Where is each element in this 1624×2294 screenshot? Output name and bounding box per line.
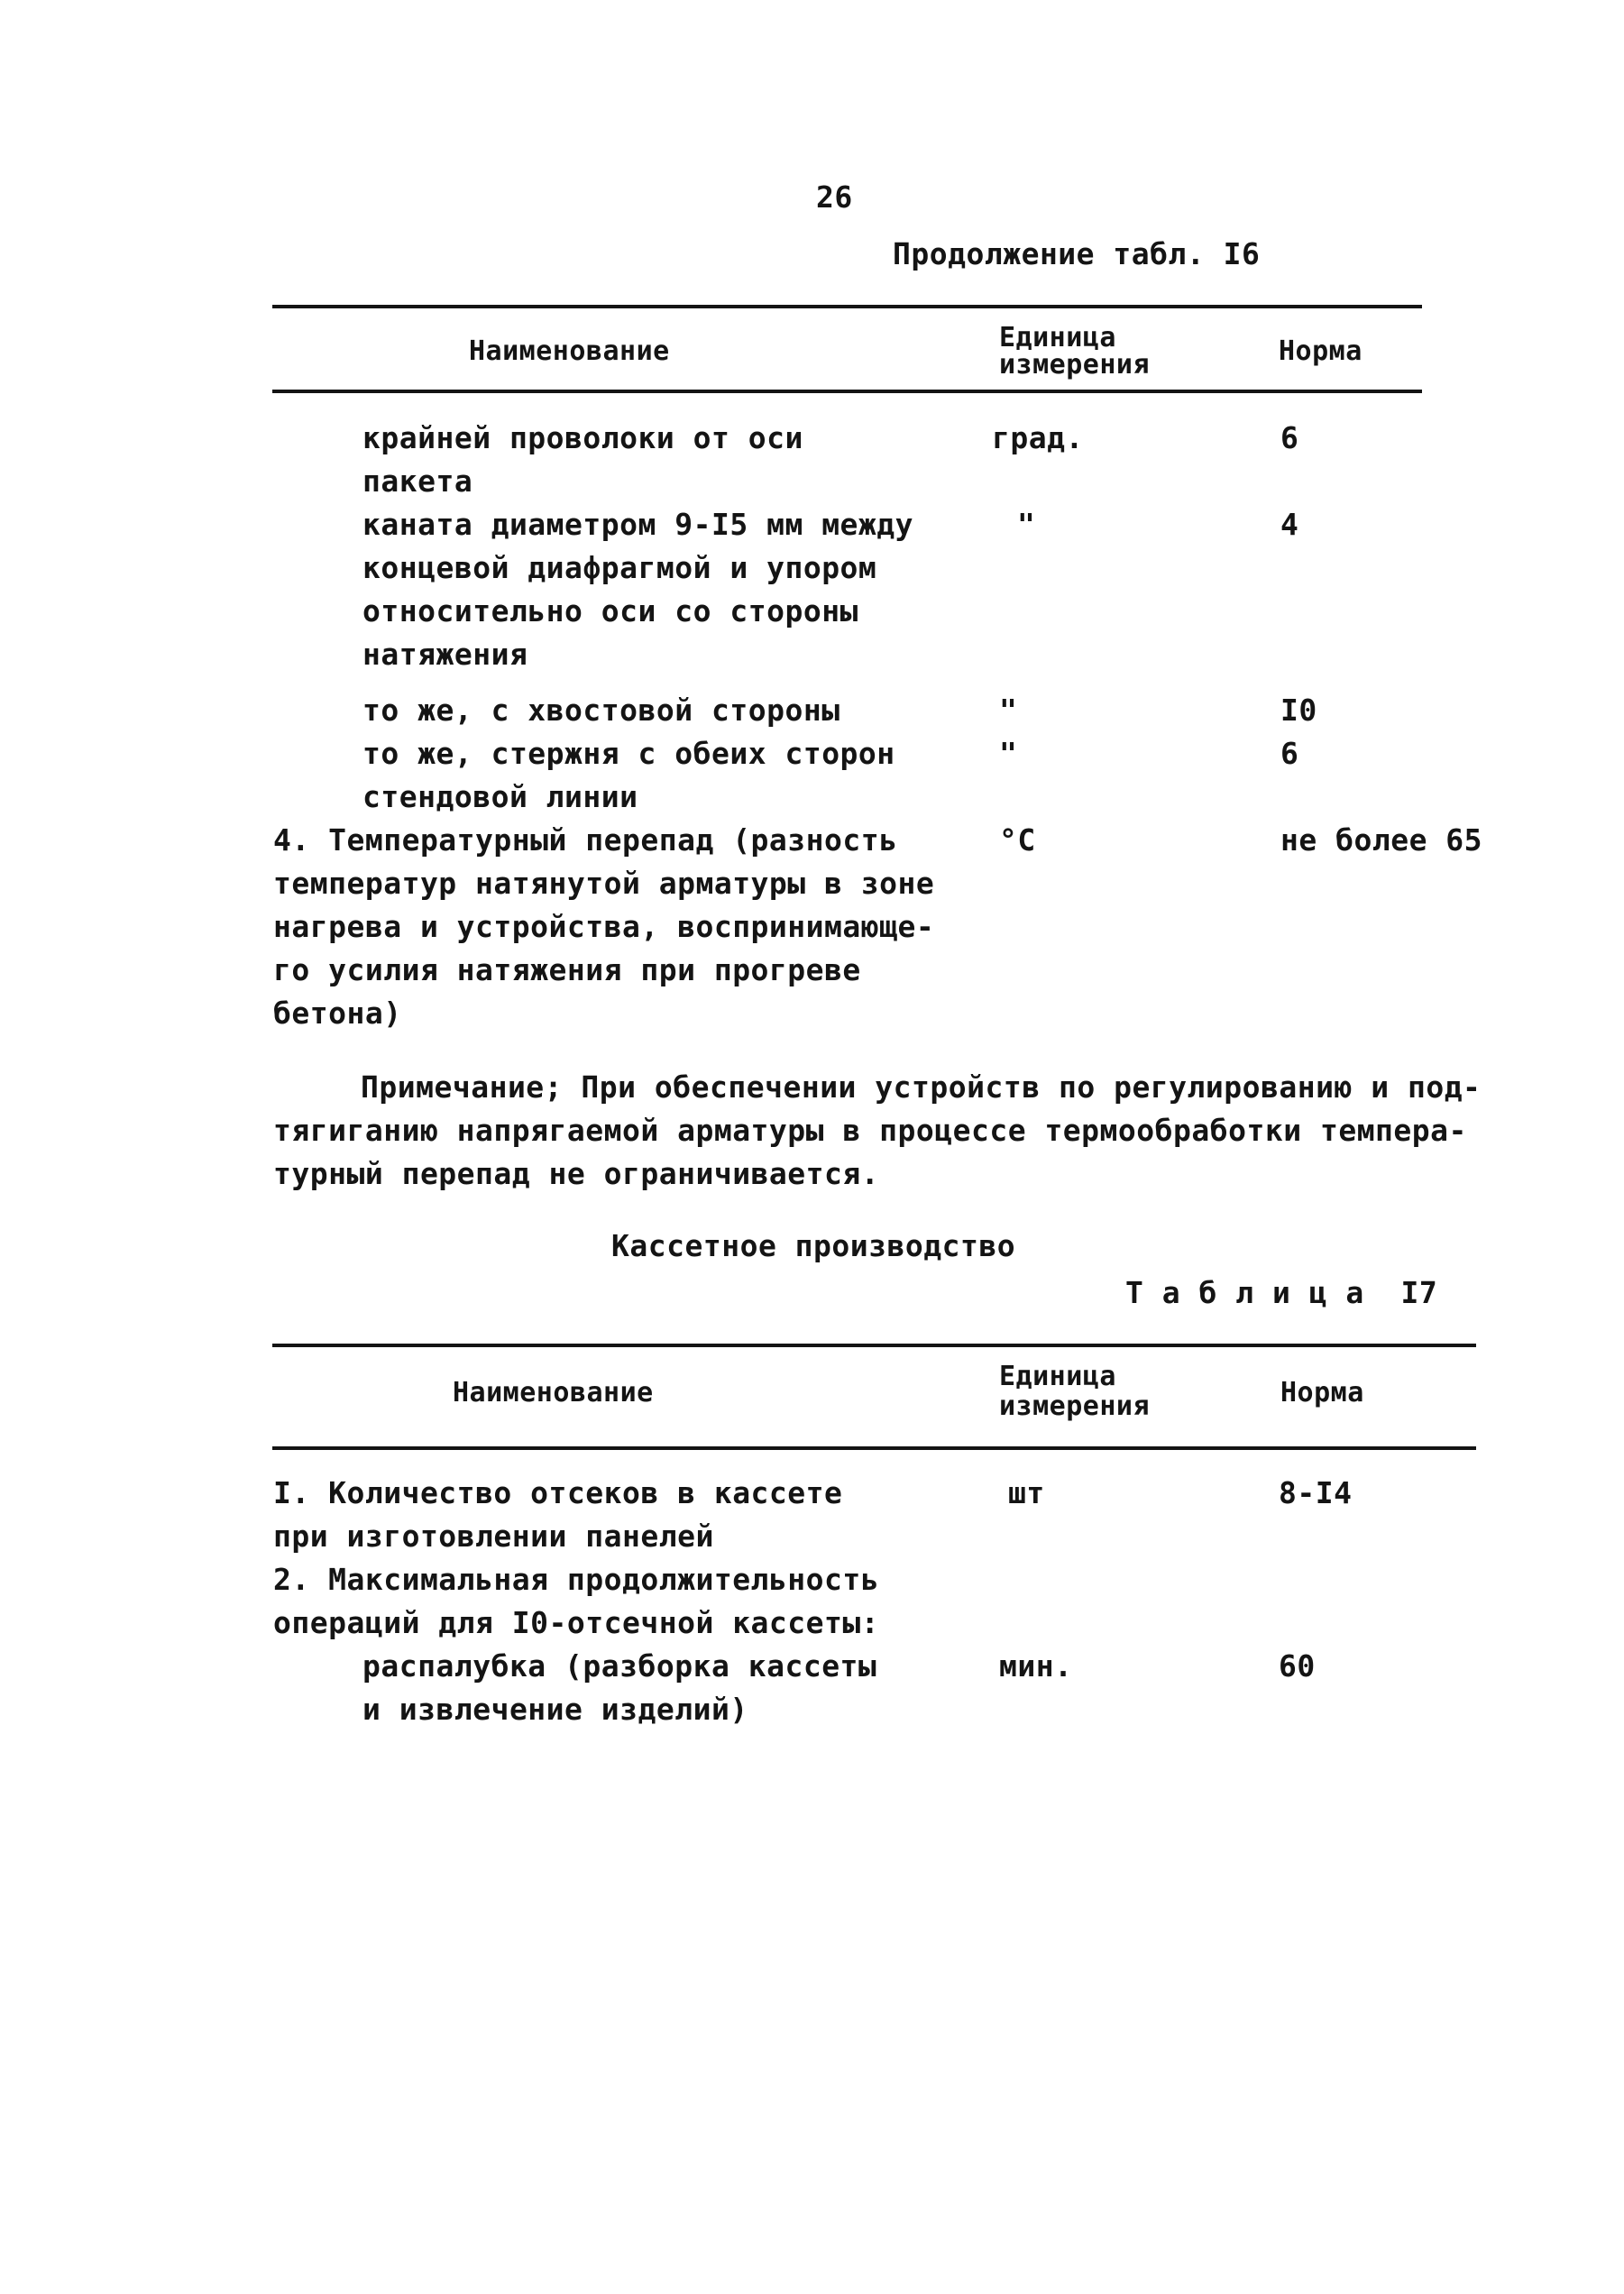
table17-header-norm: Норма [1280, 1377, 1364, 1409]
table17-row3-name-line1: распалубка (разборка кассеты [362, 1648, 877, 1684]
table16-header-name: Наименование [469, 335, 670, 367]
table16-row4-norm: 6 [1280, 736, 1299, 771]
table16-header-unit-line1: Единица [999, 322, 1116, 353]
table17-row1-unit: шт [1008, 1475, 1045, 1510]
table16-row5-name-line3: нагрева и устройства, воспринимающе- [273, 909, 935, 944]
table16-top-rule [272, 305, 1422, 308]
note-line3: турный перепад не ограничивается. [273, 1156, 880, 1191]
note-line1: Примечание; При обеспечении устройств по регулированию и под- [361, 1069, 1482, 1105]
table16-header-norm: Норма [1279, 335, 1363, 367]
table16-row3-name-line1: то же, с хвостовой стороны [362, 693, 840, 728]
table17-row3-norm: 60 [1279, 1648, 1316, 1684]
table17-row1-norm: 8-I4 [1279, 1475, 1353, 1510]
table-continuation-label: Продолжение табл. I6 [893, 236, 1261, 271]
table17-row1-name-line1: I. Количество отсеков в кассете [273, 1475, 843, 1510]
table16-row5-name-line4: го усилия натяжения при прогреве [273, 952, 861, 987]
table16-row2-name-line3: относительно оси со стороны [362, 593, 858, 629]
table16-header-rule [272, 390, 1422, 393]
table16-row1-norm: 6 [1280, 420, 1299, 455]
table16-row2-name-line2: концевой диафрагмой и упором [362, 550, 877, 585]
table17-row1-name-line2: при изготовлении панелей [273, 1519, 714, 1554]
table17-top-rule [272, 1344, 1476, 1347]
table16-row1-name-line2: пакета [362, 463, 473, 499]
table16-row3-norm: I0 [1280, 693, 1317, 728]
table16-row2-norm: 4 [1280, 507, 1299, 542]
section-title: Кассетное производство [611, 1228, 1016, 1263]
table16-row4-name-line1: то же, стержня с обеих сторон [362, 736, 895, 771]
note-line2: тягиганию напрягаемой арматуры в процессе термообработки темпера- [273, 1113, 1467, 1148]
table16-row1-unit: град. [992, 420, 1084, 455]
table16-row2-name-line4: натяжения [362, 637, 528, 672]
page-number: 26 [816, 179, 853, 215]
table16-row5-name-line5: бетона) [273, 996, 402, 1031]
table17-header-name: Наименование [453, 1377, 654, 1409]
table16-row5-name-line1: 4. Температурный перепад (разность [273, 822, 898, 858]
table16-row4-unit: " [999, 736, 1018, 771]
table16-row2-name-line1: каната диаметром 9-I5 мм между [362, 507, 914, 542]
table17-row3-unit: мин. [999, 1648, 1073, 1684]
table17-header-rule [272, 1446, 1476, 1450]
table16-row2-unit: " [1017, 507, 1036, 542]
table16-header-unit-line2: измерения [999, 349, 1151, 381]
table16-row5-name-line2: температур натянутой арматуры в зоне [273, 866, 935, 901]
table17-row2-name-line2: операций для I0-отсечной кассеты: [273, 1605, 880, 1640]
table17-header-unit-line2: измерения [999, 1390, 1151, 1422]
table17-header-unit-line1: Единица [999, 1361, 1116, 1392]
table16-row1-name-line1: крайней проволоки от оси [362, 420, 803, 455]
table16-row4-name-line2: стендовой линии [362, 779, 638, 814]
table16-row3-unit: " [999, 693, 1018, 728]
table17-row3-name-line2: и извлечение изделий) [362, 1692, 748, 1727]
table16-row5-norm: не более 65 [1280, 822, 1483, 858]
table17-label: Т а б л и ц а I7 [1125, 1275, 1438, 1310]
table17-row2-name-line1: 2. Максимальная продолжительность [273, 1562, 880, 1597]
table16-row5-unit: °С [999, 822, 1036, 858]
